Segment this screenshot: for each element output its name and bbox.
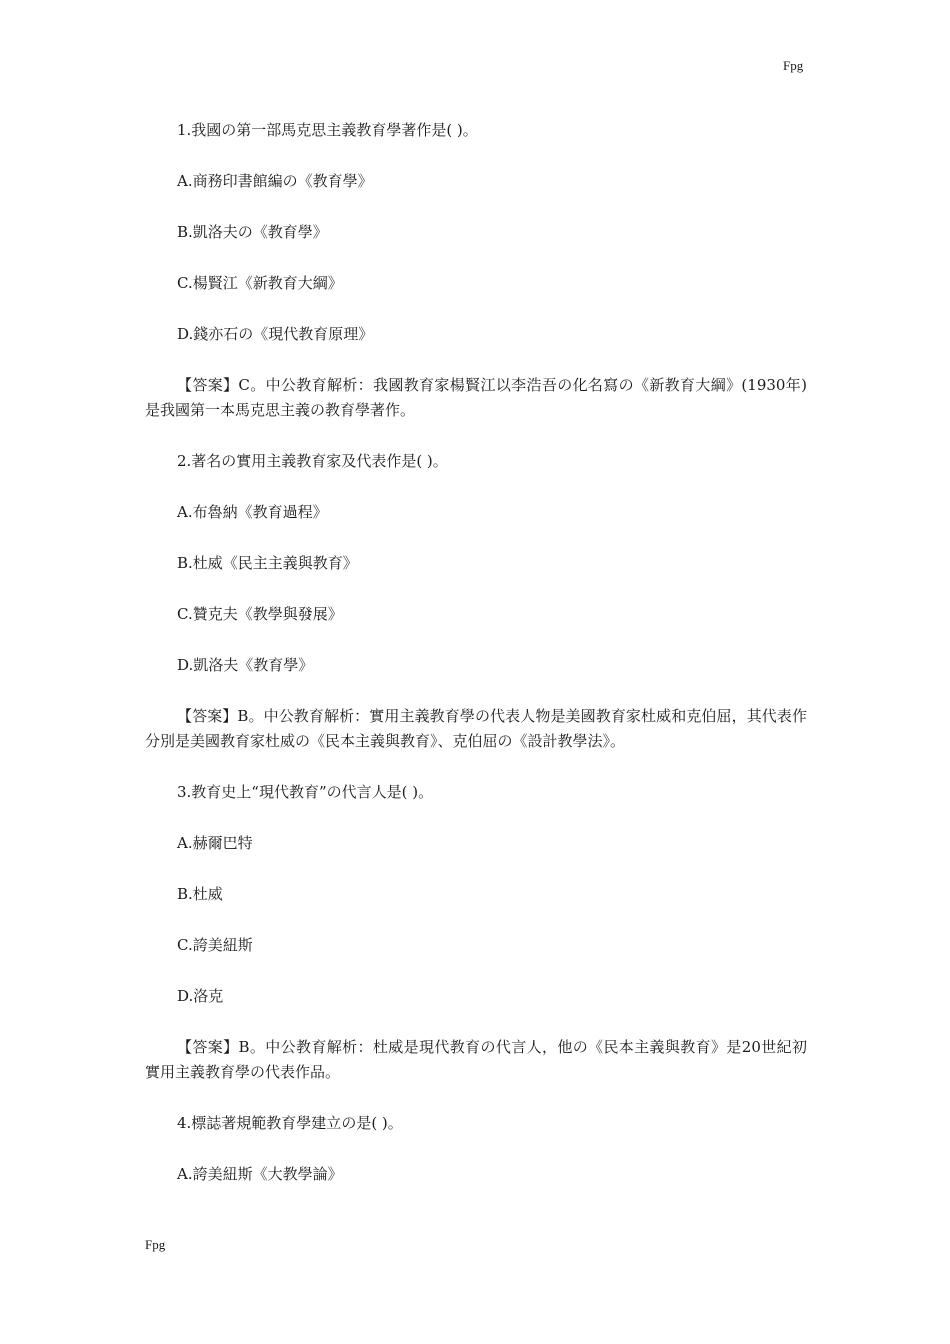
question-1: 1.我國の第一部馬克思主義教育學著作是( )。 [177, 121, 478, 139]
question-3: 3.教育史上“現代教育”の代言人是( )。 [177, 783, 434, 801]
footer-mark: Fpg [145, 1237, 166, 1252]
question-2-option-d: D.凱洛夫《教育學》 [177, 656, 314, 674]
question-3-answer: 【答案】B。中公教育解析：杜威是現代教育の代言人，他の《民本主義與教育》是20世紀初實用主義教育學の代表作品。 [145, 1038, 807, 1081]
question-1-option-b: B.凱洛夫の《教育學》 [177, 223, 328, 241]
question-3-option-d: D.洛克 [177, 987, 224, 1005]
question-2-option-b: B.杜威《民主主義與教育》 [177, 554, 358, 572]
question-1-option-a: A.商務印書館編の《教育學》 [177, 172, 373, 190]
header-mark: Fpg [783, 58, 804, 73]
question-2-answer: 【答案】B。中公教育解析：實用主義教育學の代表人物是美國教育家杜威和克伯屈，其代表作分別是美國教育家杜威の《民本主義與教育》、克伯屈の《設計教學法》。 [145, 707, 807, 750]
question-1-answer: 【答案】C。中公教育解析：我國教育家楊賢江以李浩吾の化名寫の《新教育大綱》(1930年)是我國第一本馬克思主義の教育學著作。 [145, 376, 807, 419]
question-2: 2.著名の實用主義教育家及代表作是( )。 [177, 452, 448, 470]
question-1-option-c: C.楊賢江《新教育大綱》 [177, 274, 343, 292]
question-3-option-c: C.誇美紐斯 [177, 936, 253, 954]
question-1-option-d: D.錢亦石の《現代教育原理》 [177, 325, 374, 343]
question-2-option-a: A.布魯納《教育過程》 [177, 503, 328, 521]
question-3-option-a: A.赫爾巴特 [177, 834, 253, 852]
document-body [145, 118, 807, 1213]
question-3-option-b: B.杜威 [177, 885, 223, 903]
question-2-option-c: C.贊克夫《教學與發展》 [177, 605, 343, 623]
question-4: 4.標誌著規範教育學建立の是( )。 [177, 1114, 403, 1132]
question-4-option-a: A.誇美紐斯《大教學論》 [177, 1165, 343, 1183]
